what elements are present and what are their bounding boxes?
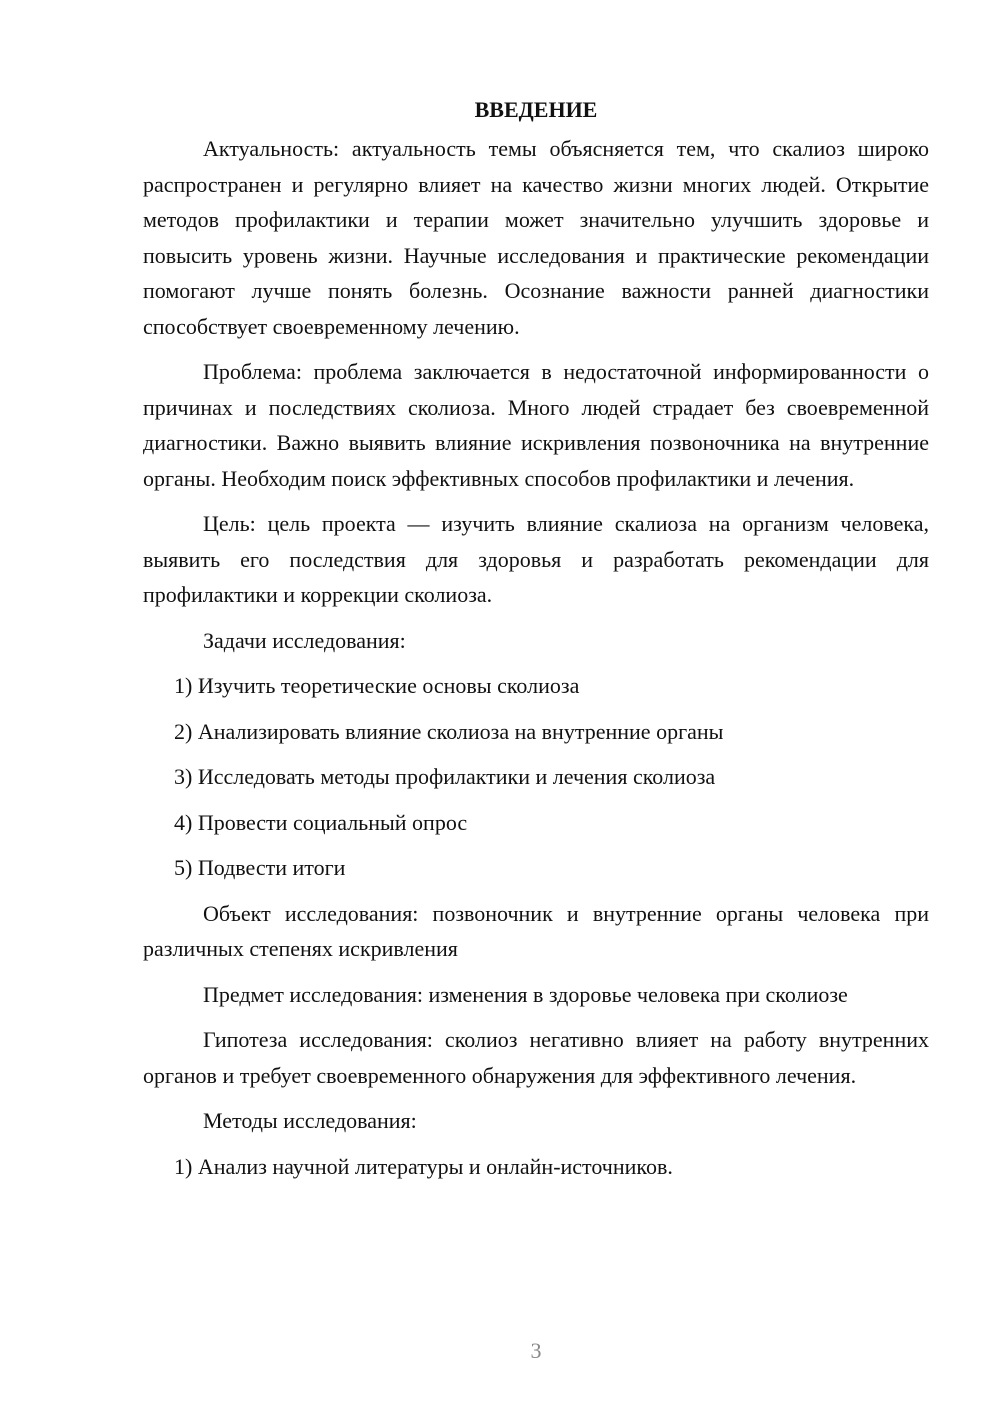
page-number: 3: [530, 1338, 542, 1363]
page-title: ВВЕДЕНИЕ: [474, 97, 598, 122]
goal-paragraph: Цель: цель проекта — изучить влияние скалиоза на организм человека, выявить его последствия для здоровья и разработать рекомендации для профилактики и коррекции сколиоза.: [143, 511, 929, 607]
task-item: 1) Изучить теоретические основы сколиоза: [174, 673, 580, 698]
task-item: 3) Исследовать методы профилактики и лечения сколиоза: [174, 764, 716, 789]
method-item: 1) Анализ научной литературы и онлайн-источников.: [174, 1153, 673, 1179]
subject-paragraph: Предмет исследования: изменения в здоровье человека при сколиозе: [203, 981, 848, 1007]
task-item: 4) Провести социальный опрос: [174, 809, 468, 835]
methods-heading: Методы исследования:: [203, 1108, 417, 1133]
task-item: 5) Подвести итоги: [174, 855, 346, 880]
task-item: 2) Анализировать влияние сколиоза на внутренние органы: [174, 718, 724, 744]
problem-paragraph: Проблема: проблема заключается в недостаточной информированности о причинах и последствиях сколиоза. Много людей страдает без своевременной диагностики. Важно выявить влияние искривления позвоночника на внутренние органы. Необходим поиск эффективных способов профилактики и лечения.: [143, 359, 929, 491]
tasks-heading: Задачи исследования:: [203, 627, 406, 653]
object-paragraph: Объект исследования: позвоночник и внутренние органы человека при различных степенях искривления: [143, 900, 929, 961]
page-content: [143, 92, 929, 1194]
relevance-paragraph: Актуальность: актуальность темы объясняется тем, что скалиоз широко распространен и регулярно влияет на качество жизни многих людей. Открытие методов профилактики и терапии может значительно улучшить здоровье и повысить уровень жизни. Научные исследования и практические рекомендации помогают лучше понять болезнь. Осознание важности ранней диагностики способствует своевременному лечению.: [143, 136, 929, 339]
hypothesis-paragraph: Гипотеза исследования: сколиоз негативно влияет на работу внутренних органов и требует своевременного обнаружения для эффективного лечения.: [143, 1027, 929, 1088]
